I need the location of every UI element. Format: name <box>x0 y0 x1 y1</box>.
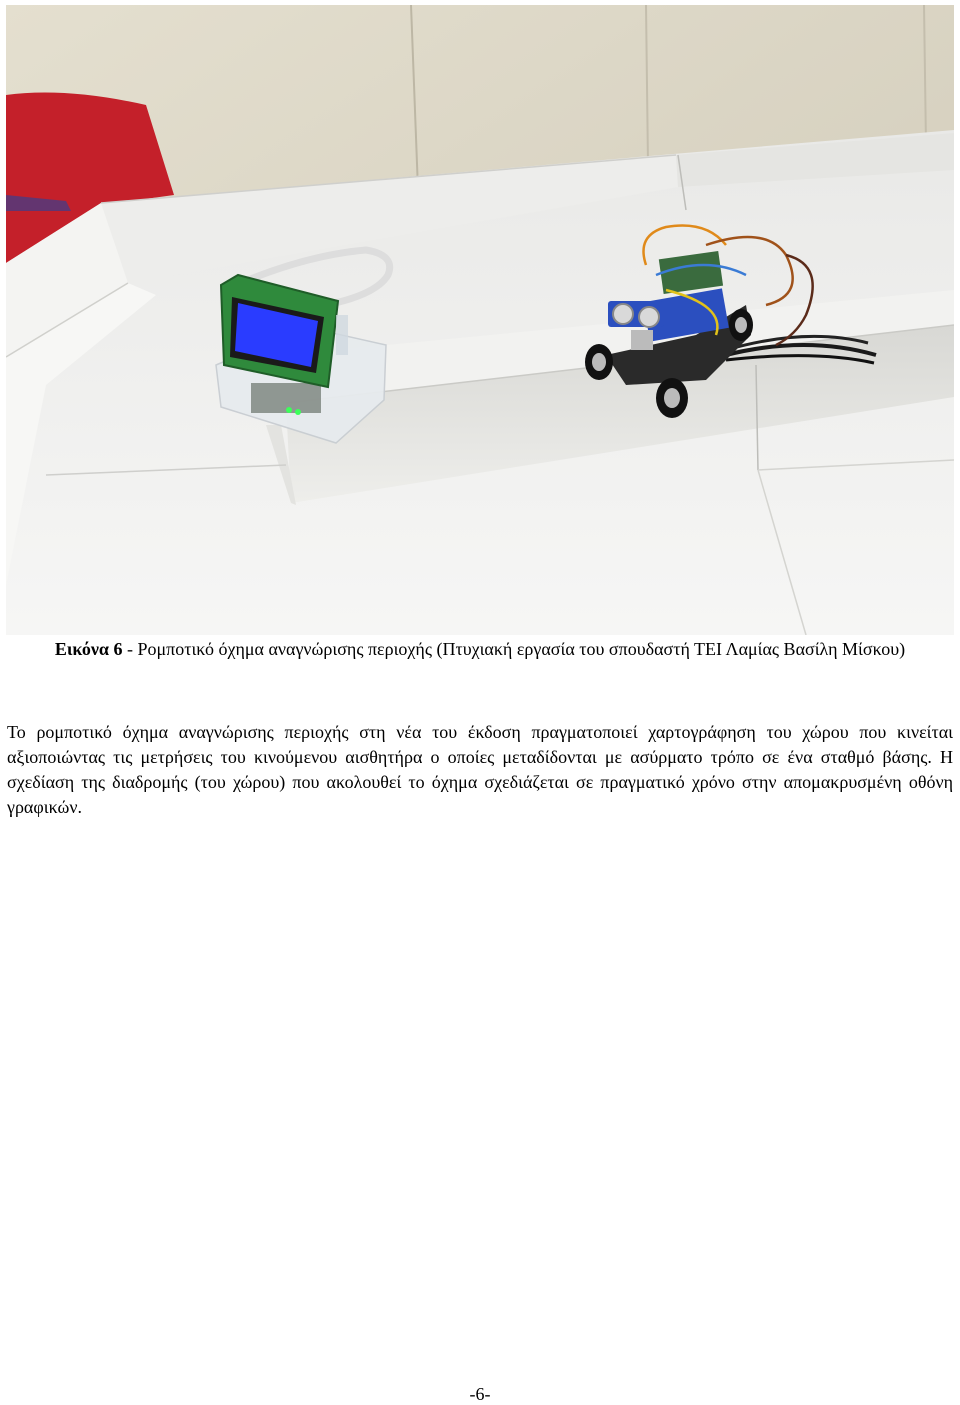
page-number: -6- <box>469 1384 491 1404</box>
caption-label: Εικόνα 6 <box>54 639 123 659</box>
body-paragraph: Το ρομποτικό όχημα αναγνώρισης περιοχής στη νέα του έκδοση πραγματοποιεί χαρτογράφηση του χώρου που κινείται αξιοποιώντας τις μετρήσεις του κινούμενου αισθητήρα ο οποίες μεταδίδονται με ασύρματο τρόπο σε ένα σταθμό βάσης. Η σχεδίαση της διαδρομής (του χώρου) που ακολουθεί το όχημα σχεδιάζεται σε πραγματικό χρόνο στην απομακρυσμένη οθόνη γραφικών. <box>7 722 953 817</box>
caption-text: Ρομποτικό όχημα αναγνώρισης περιοχής (Πτυχιακή εργασία του σπουδαστή ΤΕΙ Λαμίας Βασίλη Μίσκου) <box>137 639 906 659</box>
caption-separator: - <box>122 639 138 659</box>
figure-caption <box>20 637 940 662</box>
figure-photo <box>6 5 954 635</box>
